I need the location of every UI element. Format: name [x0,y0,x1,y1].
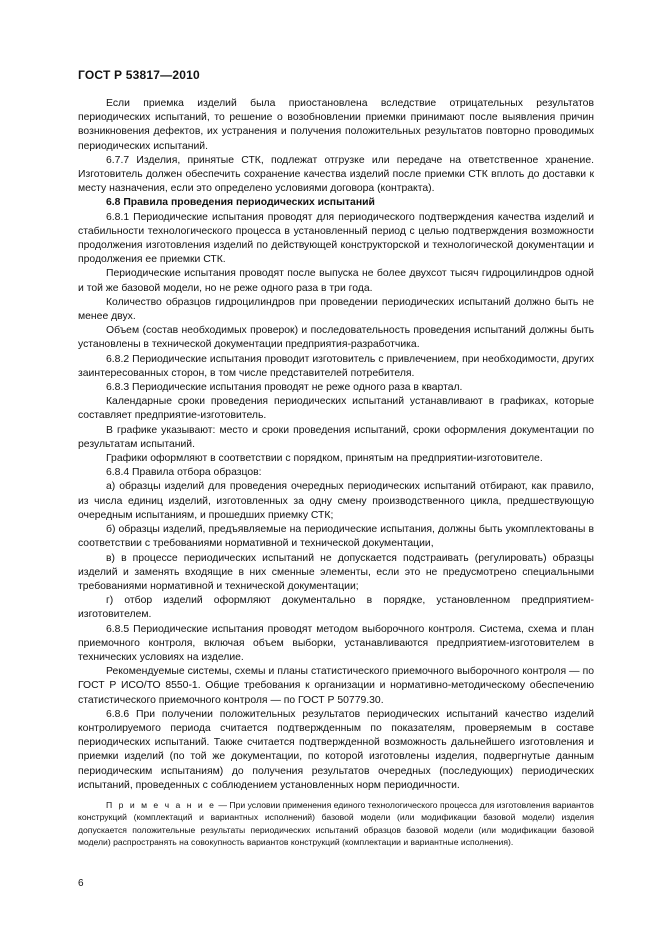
paragraph: Календарные сроки проведения периодических испытаний устанавливают в графиках, которые составляет предприятие-изготовитель. [78,396,594,422]
paragraph: В графике указывают: место и сроки проведения испытаний, сроки оформления документации по результатам испытаний. [78,424,594,450]
paragraph: Объем (состав необходимых проверок) и последовательность проведения испытаний должны быть установлены в технической документации предприятия-разработчика. [78,325,594,351]
paragraph: 6.8.4 Правила отбора образцов: [106,467,262,479]
note-text: — При условии применения единого технологического процесса для изготовления вариантов конструкций (комплектаций и вариантных исполнений) базовой модели (или модификации базовой модели) изделия допускается положительные результаты периодических испытаний образцов базовой модели (или модификации базовой модели) распространять на совокупность вариантов конструкций (комплектации и вариантные исполнения). [78,799,594,848]
paragraph: Количество образцов гидроцилиндров при проведении периодических испытаний должно быть не менее двух. [78,296,594,323]
section-heading: 6.8 Правила проведения периодических испытаний [106,197,375,209]
document-body [78,97,594,849]
list-item: в) в процессе периодических испытаний не допускается подстраивать (регулировать) образцы изделий и заменять входящие в них сменные элементы, если это не предусмотрено специальными требованиями нормативной и технической документации; [78,552,594,592]
list-item: г) отбор изделий оформляют документально в порядке, установленном предприятием-изготовителем. [78,595,594,621]
paragraph: 6.8.3 Периодические испытания проводят не реже одного раза в квартал. [106,382,463,394]
paragraph: 6.7.7 Изделия, принятые СТК, подлежат отгрузке или передаче на ответственное хранение. Изготовитель должен обеспечить сохранение качества изделий после приемки СТК вплоть до доставки к месту назначения, если это определено условиями договора (контракта). [78,154,594,195]
note [78,799,594,849]
paragraph: Если приемка изделий была приостановлена вследствие отрицательных результатов периодических испытаний, то решение о возобновлении приемки принимают после выявления причин возникновения дефектов, их устранения и получения положительных результатов повторно проводимых периодических испытаний. [78,98,594,152]
list-item: а) образцы изделий для проведения очередных периодических испытаний отбирают, как правило, из числа единиц изделий, изготовленных за одну смену производственного цикла, предшествующую очередным испытаниям, и прошедших приемку СТК; [78,481,594,521]
page-number: 6 [78,878,84,889]
paragraph: 6.8.5 Периодические испытания проводят методом выборочного контроля. Система, схема и план приемочного контроля, включая объем выборки, устанавливаются предприятием-изготовителем в технических условиях на изделие. [78,623,594,663]
paragraph: Периодические испытания проводят после выпуска не более двухсот тысяч гидроцилиндров одной и той же базовой модели, но не реже одного раза в три года. [78,268,594,294]
paragraph: 6.8.2 Периодические испытания проводит изготовитель с привлечением, при необходимости, других заинтересованных сторон, в том числе представителей потребителя. [78,353,594,379]
paragraph: Графики оформляют в соответствии с порядком, принятым на предприятии-изготовителе. [106,453,543,465]
paragraph: 6.8.1 Периодические испытания проводят для периодического подтверждения качества изделий и стабильности технологического процесса в установленный период с целью подтверждения возможности продолжения изготовления изделий по действующей конструкторской и технологической документации и продолжения ее приемки СТК. [78,211,594,266]
document-header: ГОСТ Р 53817—2010 [78,68,200,82]
paragraph: 6.8.6 При получении положительных результатов периодических испытаний качество изделий контролируемого периода считается подтвержденным по показателям, проверяемым в составе периодических испытаний. Также считается подтвержденной возможность дальнейшего изготовления и приемки изделий (по той же документации, по которой изготовлены изделия, подвергнутые данным периодическим испытаниям) до получения результатов очередных (последующих) периодических испытаний, проведенных с соблюдением установленных норм периодичности. [78,708,594,791]
note-label: П р и м е ч а н и е [106,799,216,810]
list-item: б) образцы изделий, предъявляемые на периодические испытания, должны быть укомплектованы в соответствии с требованиями нормативной и технической документации, [78,524,594,550]
paragraph: Рекомендуемые системы, схемы и планы статистического приемочного выборочного контроля — по ГОСТ Р ИСО/ТО 8550-1. Общие требования к организации и нормативно-методическому обеспечению статистического приемочного контроля — по ГОСТ Р 50779.30. [78,666,594,706]
